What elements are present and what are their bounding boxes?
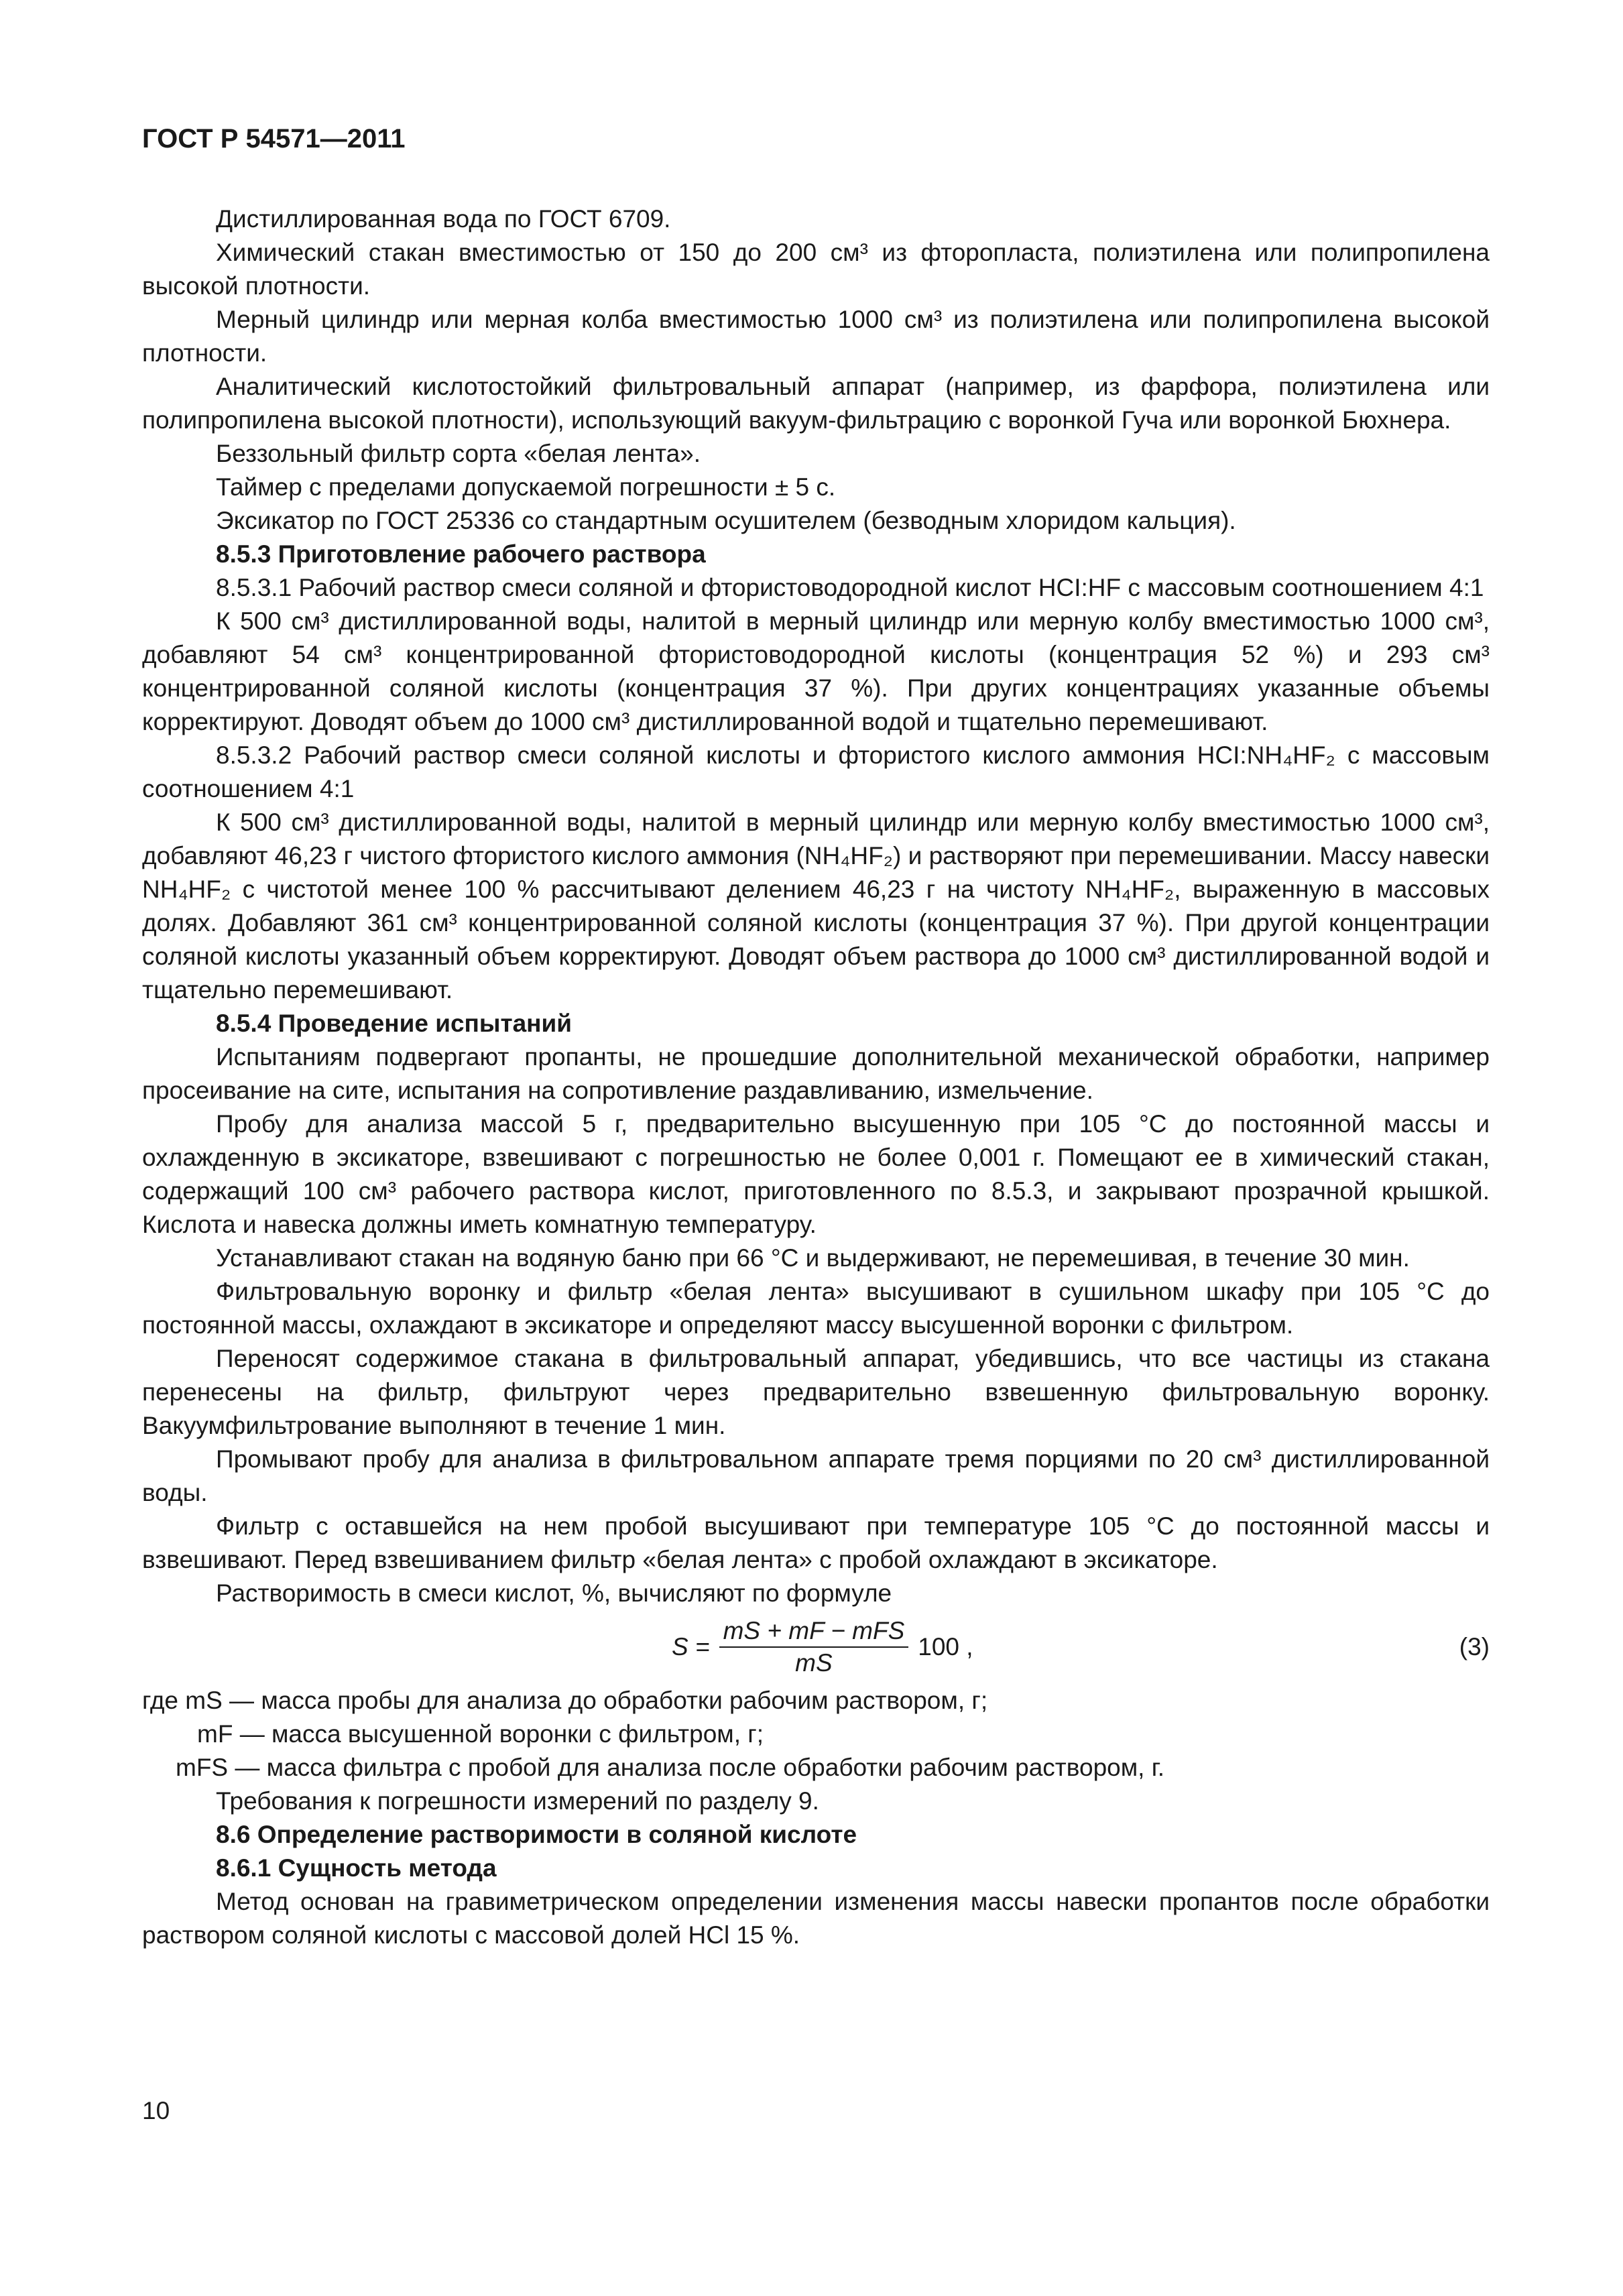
paragraph: Фильтровальную воронку и фильтр «белая лента» высушивают в сушильном шкафу при 105 °С до постоянной массы, охлаждают в эксикаторе и определяют массу высушенной воронки с фильтром. <box>142 1278 1490 1339</box>
paragraph: Промывают пробу для анализа в фильтровальном аппарате тремя порциями по 20 см³ дистиллированной воды. <box>142 1445 1490 1506</box>
paragraph: Метод основан на гравиметрическом определении изменения массы навески пропантов после обработки раствором соляной кислоты с массовой долей HCl 15 %. <box>142 1888 1490 1949</box>
section-heading-8-5-3: 8.5.3 Приготовление рабочего раствора <box>216 540 706 568</box>
paragraph: Мерный цилиндр или мерная колба вместимостью 1000 см³ из полиэтилена или полипропилена высокой плотности. <box>142 306 1490 367</box>
paragraph: Растворимость в смеси кислот, %, вычисляют по формуле <box>216 1579 892 1607</box>
page-number: 10 <box>142 2097 170 2124</box>
formula-lhs: S = <box>672 1633 710 1660</box>
where-line: mFS — масса фильтра с пробой для анализа после обработки рабочим раствором, г. <box>176 1754 1164 1781</box>
paragraph: Испытаниям подвергают пропанты, не прошедшие дополнительной механической обработки, например просеивание на сите, испытания на сопротивление раздавливанию, измельчение. <box>142 1043 1490 1104</box>
paragraph: Таймер с пределами допускаемой погрешности ± 5 с. <box>216 473 836 501</box>
formula-numerator: mS + mF − mFS <box>719 1616 909 1648</box>
paragraph: Химический стакан вместимостью от 150 до 200 см³ из фторопласта, полиэтилена или полипропилена высокой плотности. <box>142 239 1490 300</box>
paragraph: Переносят содержимое стакана в фильтровальный аппарат, убедившись, что все частицы из стакана перенесены на фильтр, фильтруют через предварительно взвешенную фильтровальную воронку. Вакуумфильтрование выполняют в течение 1 мин. <box>142 1345 1490 1439</box>
paragraph: Аналитический кислотостойкий фильтровальный аппарат (например, из фарфора, полиэтилена или полипропилена высокой плотности), использующий вакуум-фильтрацию с воронкой Гуча или воронкой Бюхнера. <box>142 373 1490 434</box>
section-heading-8-5-4: 8.5.4 Проведение испытаний <box>216 1010 573 1037</box>
document-body <box>142 202 1490 1952</box>
paragraph: Дистиллированная вода по ГОСТ 6709. <box>216 205 671 233</box>
document-header: ГОСТ Р 54571—2011 <box>142 124 406 154</box>
where-line: mF — масса высушенной воронки с фильтром, г; <box>197 1720 764 1748</box>
formula-expression <box>672 1616 973 1679</box>
paragraph: 8.5.3.1 Рабочий раствор смеси соляной и фтористоводородной кислот HCI:HF с массовым соотношением 4:1 <box>216 574 1484 601</box>
paragraph: Требования к погрешности измерений по разделу 9. <box>216 1787 819 1815</box>
paragraph: Устанавливают стакан на водяную баню при 66 °С и выдерживают, не перемешивая, в течение 30 мин. <box>216 1244 1410 1272</box>
paragraph: Пробу для анализа массой 5 г, предварительно высушенную при 105 °С до постоянной массы и охлажденную в эксикаторе, взвешивают с погрешностью не более 0,001 г. Помещают ее в химический стакан, содержащий 100 см³ рабочего раствора кислот, приготовленного по 8.5.3, и закрывают прозрачной крышкой. Кислота и навеска должны иметь комнатную температуру. <box>142 1110 1490 1238</box>
paragraph: К 500 см³ дистиллированной воды, налитой в мерный цилиндр или мерную колбу вместимостью 1000 см³, добавляют 46,23 г чистого фтористого кислого аммония (NH₄HF₂) и растворяют при перемешивании. Массу навески NH₄HF₂ с чистотой менее 100 % рассчитывают делением 46,23 г на чистоту NH₄HF₂, выраженную в массовых долях. Добавляют 361 см³ концентрированной соляной кислоты (концентрация 37 %). При другой концентрации соляной кислоты указанный объем корректируют. Доводят объем раствора до 1000 см³ дистиллированной водой и тщательно перемешивают. <box>142 808 1490 1004</box>
paragraph: Фильтр с оставшейся на нем пробой высушивают при температуре 105 °С до постоянной массы и взвешивают. Перед взвешиванием фильтр «белая лента» с пробой охлаждают в эксикаторе. <box>142 1512 1490 1573</box>
formula-block <box>142 1610 1490 1684</box>
formula-number: (3) <box>1459 1633 1490 1660</box>
formula-factor: 100 , <box>918 1633 973 1660</box>
section-heading-8-6-1: 8.6.1 Сущность метода <box>216 1854 497 1882</box>
paragraph: К 500 см³ дистиллированной воды, налитой в мерный цилиндр или мерную колбу вместимостью 1000 см³, добавляют 54 см³ концентрированной фтористоводородной кислоты (концентрация 52 %) и 293 см³ концентрированной соляной кислоты (концентрация 37 %). При других концентрациях указанные объемы корректируют. Доводят объем до 1000 см³ дистиллированной водой и тщательно перемешивают. <box>142 607 1490 735</box>
formula-denominator: mS <box>795 1649 833 1677</box>
formula-fraction <box>719 1616 909 1679</box>
paragraph: 8.5.3.2 Рабочий раствор смеси соляной кислоты и фтористого кислого аммония HCI:NH₄HF₂ с массовым соотношением 4:1 <box>142 741 1490 802</box>
paragraph: Беззольный фильтр сорта «белая лента». <box>216 440 701 467</box>
section-heading-8-6: 8.6 Определение растворимости в соляной кислоте <box>216 1821 857 1848</box>
where-line: где mS — масса пробы для анализа до обработки рабочим раствором, г; <box>142 1687 988 1714</box>
paragraph: Эксикатор по ГОСТ 25336 со стандартным осушителем (безводным хлоридом кальция). <box>216 507 1236 534</box>
